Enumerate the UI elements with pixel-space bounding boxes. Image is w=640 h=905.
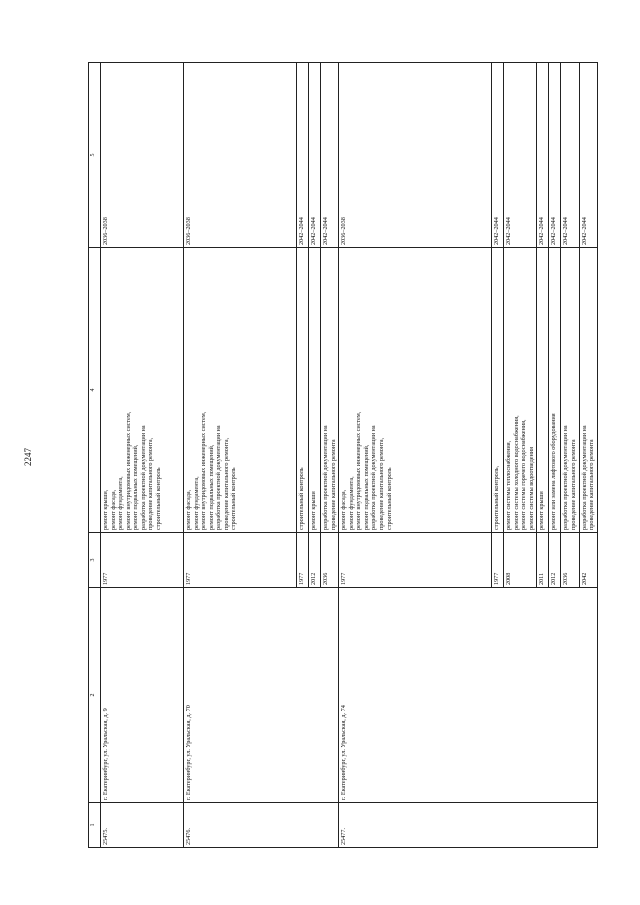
row-year: 1977	[101, 533, 184, 588]
row-period: 2036–2038	[339, 63, 492, 248]
subrow-year: 2036	[561, 533, 579, 588]
row-works: ремонт крыши, ремонт фасада, ремонт фундамента, ремонт внутридомовых инженерных систем, ремонт подвальных помещений, разработка проектной документации на проведение капитального ремонта, строительный контроль	[101, 248, 184, 533]
header-cell-2: 2	[89, 588, 101, 803]
subrow-year: 2011	[537, 533, 549, 588]
subrow-year: 2012	[549, 533, 561, 588]
row-number: 25475.	[101, 803, 184, 848]
row-address: г. Екатеринбург, ул. Уральская, д. 70	[184, 588, 339, 803]
subrow-period: 2042–2044	[309, 63, 321, 248]
subrow-works: строительный контроль,	[492, 248, 504, 533]
subrow-works: ремонт системы теплоснабжения, ремонт системы холодного водоснабжения, ремонт системы горячего водоснабжения, ремонт системы водоотведения	[504, 248, 537, 533]
table-row	[101, 63, 184, 848]
rotated-table-container	[88, 88, 596, 848]
table-row	[184, 63, 297, 848]
header-cell-1: 1	[89, 803, 101, 848]
subrow-works: ремонт или замена лифтового оборудования	[549, 248, 561, 533]
repair-schedule-table	[88, 62, 598, 848]
subrow-period: 2042–2044	[321, 63, 339, 248]
subrow-period: 2042–2044	[492, 63, 504, 248]
subrow-works: строительный контроль	[297, 248, 309, 533]
row-period: 2036–2038	[184, 63, 297, 248]
subrow-works: разработка проектной документации на проведение капитального ремонта	[321, 248, 339, 533]
subrow-period: 2042–2044	[561, 63, 579, 248]
subrow-year: 1977	[297, 533, 309, 588]
row-year: 1977	[339, 533, 492, 588]
subrow-year: 2042	[579, 533, 597, 588]
row-address: г. Екатеринбург, ул. Уральская, д. 74	[339, 588, 598, 803]
page-number: 2247	[23, 448, 33, 466]
subrow-year: 2036	[321, 533, 339, 588]
subrow-period: 2042–2044	[297, 63, 309, 248]
row-year: 1977	[184, 533, 297, 588]
subrow-year: 2008	[504, 533, 537, 588]
row-number: 25476.	[184, 803, 339, 848]
row-number: 25477.	[339, 803, 598, 848]
subrow-period: 2042–2044	[579, 63, 597, 248]
header-cell-4: 4	[89, 248, 101, 533]
subrow-period: 2042–2044	[549, 63, 561, 248]
subrow-year: 2012	[309, 533, 321, 588]
subrow-works: ремонт крыши	[309, 248, 321, 533]
subrow-period: 2042–2044	[504, 63, 537, 248]
row-works: ремонт фасада, ремонт фундамента, ремонт внутридомовых инженерных систем, ремонт подвальных помещений, разработка проектной документации на проведение капитального ремонта, строительный контроль	[339, 248, 492, 533]
subrow-year: 1977	[492, 533, 504, 588]
header-row	[89, 63, 101, 848]
subrow-works: разработка проектной документации на проведение капитального ремонта	[579, 248, 597, 533]
row-address: г. Екатеринбург, ул. Уральская, д. 9	[101, 588, 184, 803]
row-works: ремонт фасада, ремонт фундамента, ремонт внутридомовых инженерных систем, ремонт подвальных помещений, разработка проектной документации на проведение капитального ремонта, строительный контроль	[184, 248, 297, 533]
header-cell-5: 5	[89, 63, 101, 248]
header-cell-3: 3	[89, 533, 101, 588]
subrow-period: 2042–2044	[537, 63, 549, 248]
table-row	[339, 63, 492, 848]
subrow-works: ремонт крыши	[537, 248, 549, 533]
subrow-works: разработка проектной документации на проведение капитального ремонта	[561, 248, 579, 533]
row-period: 2036–2038	[101, 63, 184, 248]
